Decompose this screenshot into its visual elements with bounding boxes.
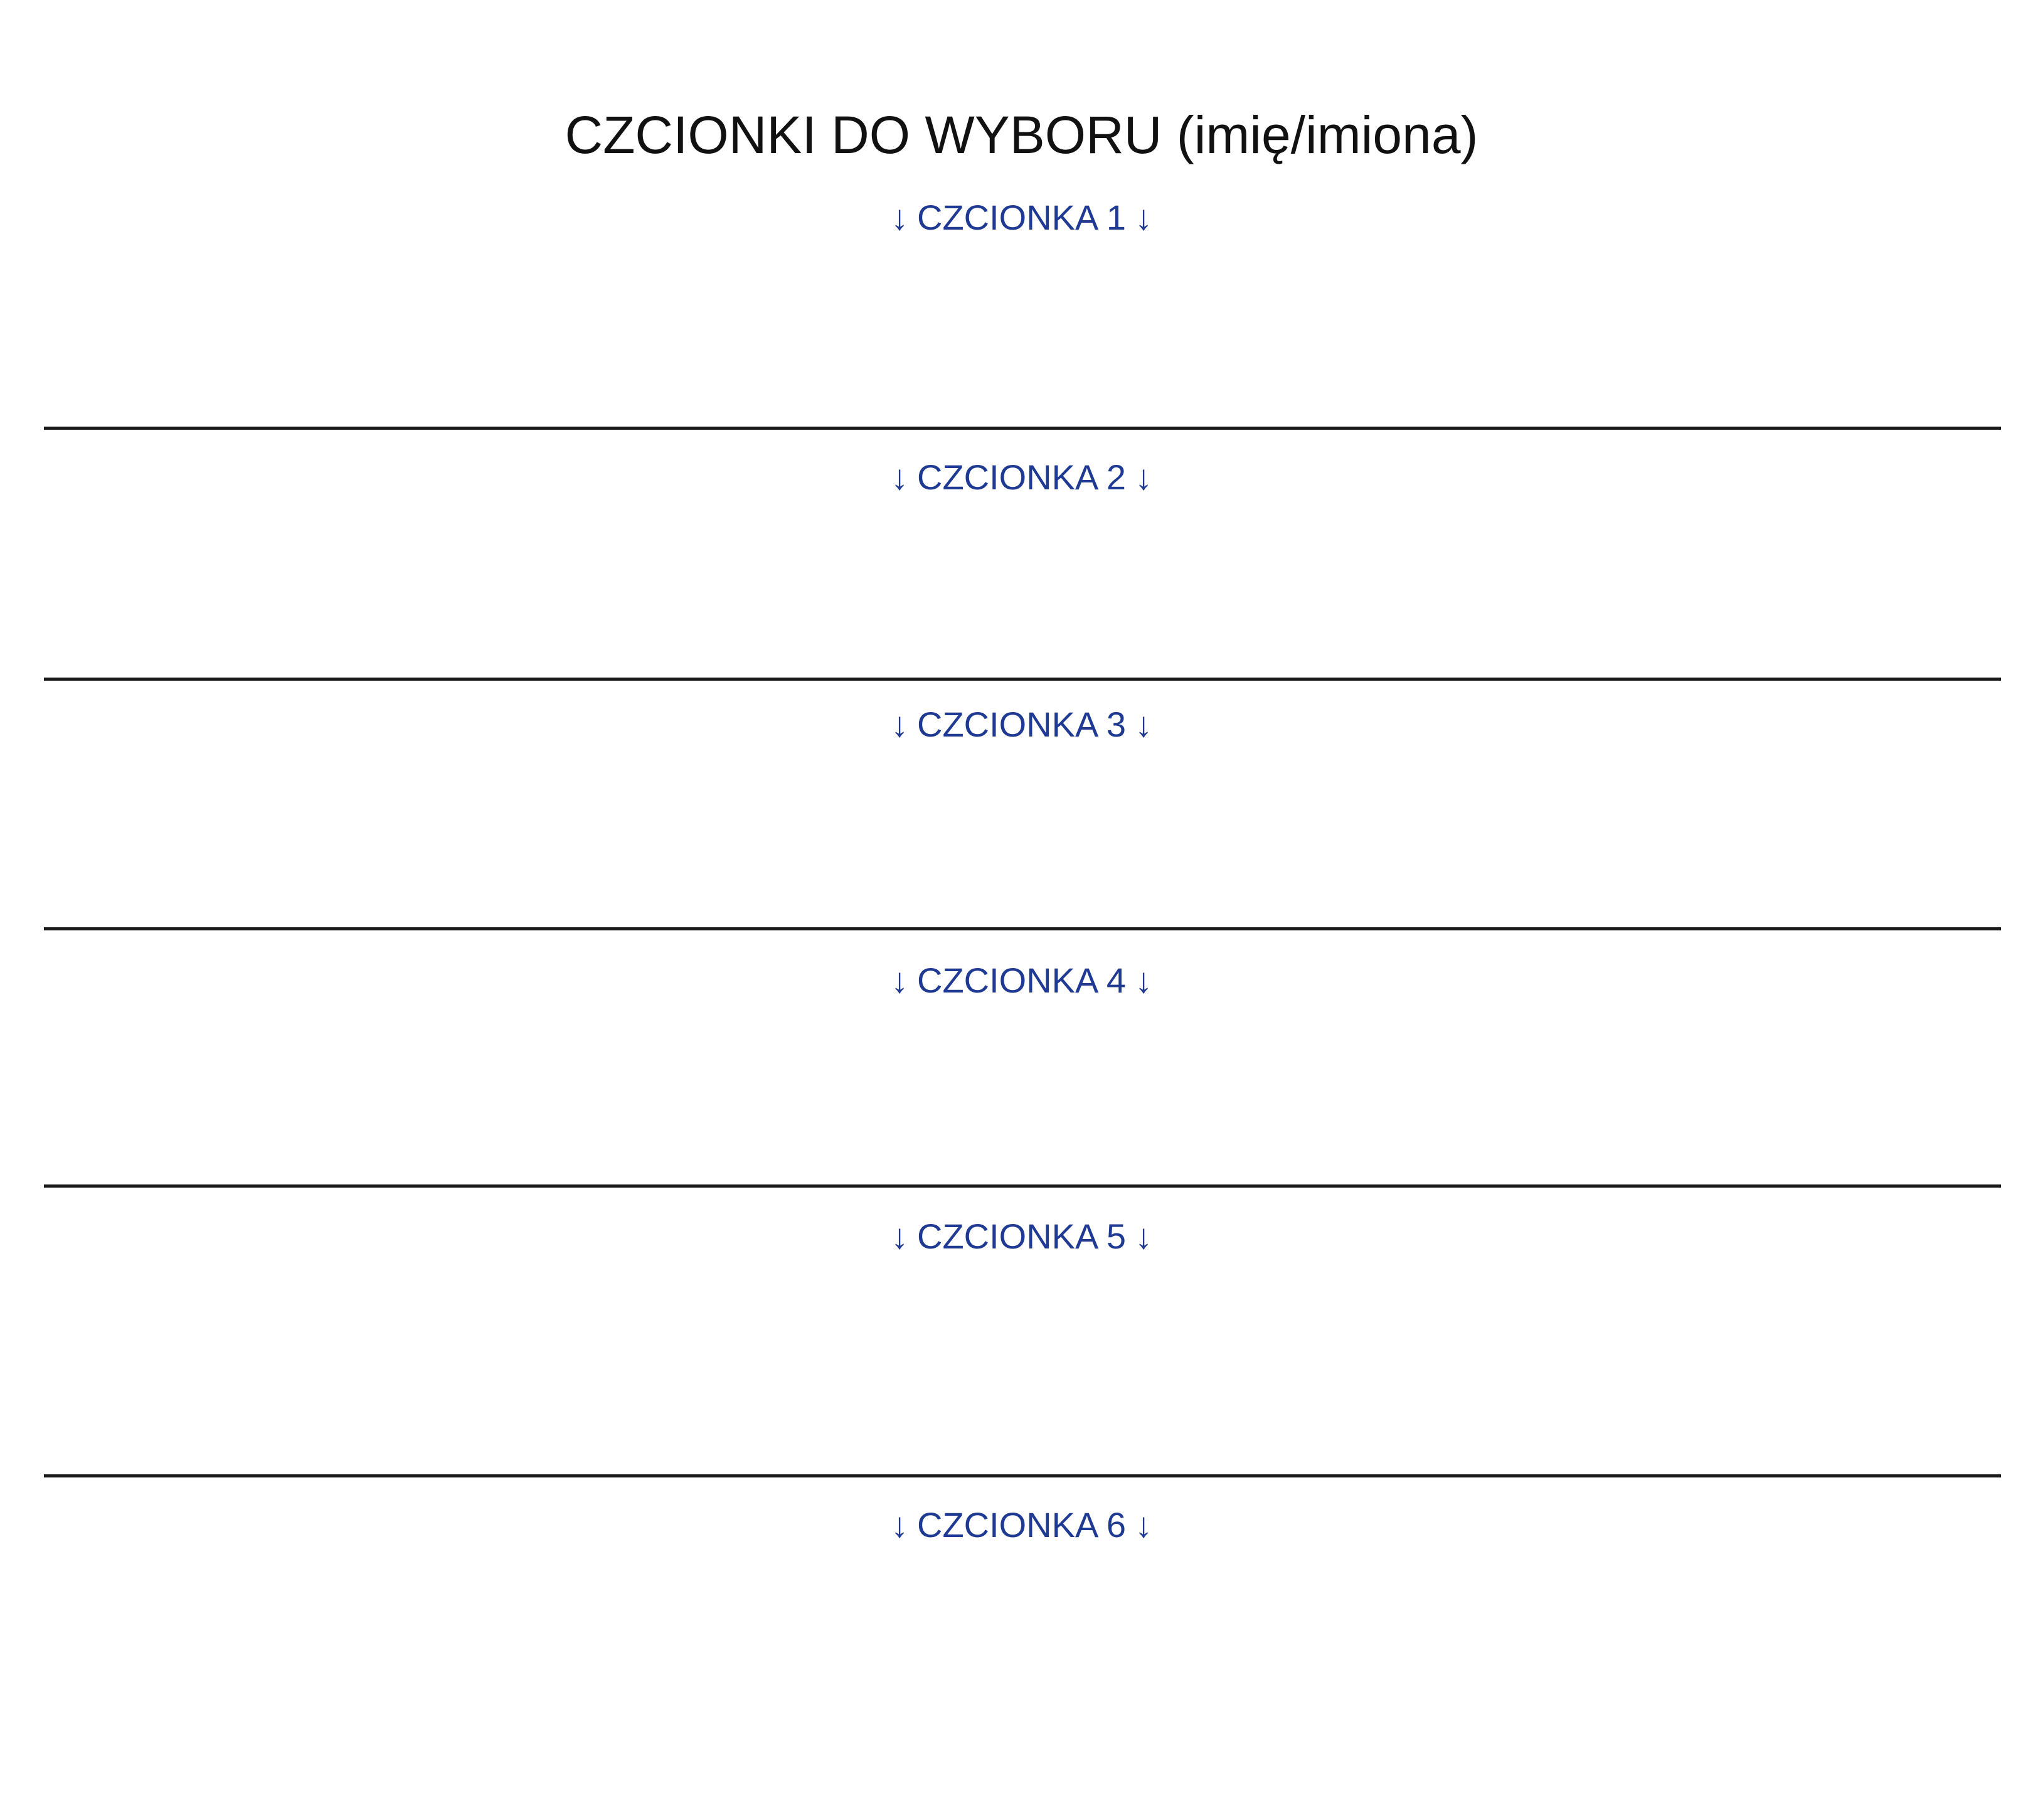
name-sample [978,1092,985,1167]
name-sample [1007,1016,1022,1092]
arrow-down-icon: ↓ [1134,457,1152,497]
names-row-6-1 [0,1556,2043,1631]
name-sample [1011,1368,1032,1455]
arrow-down-icon: ↓ [891,457,909,497]
arrow-down-icon: ↓ [1134,705,1152,744]
name-sample [951,585,967,657]
name-sample [994,833,1000,908]
name-sample [994,1016,1007,1092]
name-sample [955,1092,965,1167]
font-label-text: CZCIONKA 2 [917,457,1126,497]
name-sample [1011,1368,1032,1455]
name-sample [1011,1368,1032,1455]
name-sample [987,508,1003,580]
name-sample [1049,833,1055,908]
name-sample [950,508,965,580]
name-sample [1011,1270,1032,1358]
arrow-down-icon: ↓ [891,198,909,237]
name-sample [1056,508,1072,580]
name-sample [1011,1368,1032,1455]
name-sample [998,1092,1008,1167]
name-sample [1022,1016,1037,1092]
arrow-down-icon: ↓ [891,1505,909,1545]
name-sample [1089,585,1105,657]
font-label-1 [0,196,2043,240]
section-divider [44,678,2001,681]
name-sample [965,508,987,580]
name-sample [1022,757,1029,832]
name-sample [1017,585,1032,657]
name-sample [1018,1092,1031,1167]
name-sample [1011,1368,1032,1455]
name-sample [999,757,1008,832]
names-row-6-2 [0,1637,2043,1713]
font-label-3 [0,703,2043,747]
name-sample [1011,1368,1032,1455]
names-row-5-1 [0,1270,2043,1358]
name-sample [1011,1270,1032,1358]
name-sample [1052,757,1058,832]
font-label-4 [0,959,2043,1003]
name-sample [1082,1016,1095,1092]
name-sample [931,508,950,580]
name-sample [1020,833,1026,908]
section-divider [44,927,2001,930]
name-sample [1011,1270,1032,1358]
name-sample [1011,1368,1032,1455]
name-sample [1081,508,1097,580]
name-sample [1011,1270,1032,1358]
page-title: CZCIONKI DO WYBORU (imię/imiona) [565,105,1478,164]
font-label-text: CZCIONKA 3 [917,705,1126,744]
arrow-down-icon: ↓ [1134,198,1152,237]
name-sample [1032,833,1037,908]
name-sample [1011,1270,1032,1358]
name-sample [1014,757,1022,832]
section-divider [44,1474,2001,1477]
name-sample [1011,1368,1032,1455]
name-sample [976,585,992,657]
name-sample [1046,757,1052,832]
name-sample [967,585,976,657]
name-sample [1011,1368,1032,1455]
name-sample [1011,1270,1032,1358]
arrow-down-icon: ↓ [891,961,909,1000]
names-row-2-1 [0,508,2043,580]
font-label-5 [0,1215,2043,1259]
names-row-3-1 [0,757,2043,832]
font-label-text: CZCIONKA 6 [917,1505,1126,1545]
font-label-text: CZCIONKA 1 [917,198,1126,237]
name-sample [1011,1368,1032,1455]
name-sample [1011,1270,1032,1358]
name-sample [1049,1016,1062,1092]
font-label-2 [0,455,2043,499]
name-sample [1011,1270,1032,1358]
name-sample [1031,1092,1043,1167]
name-sample [965,1092,978,1167]
section-divider [44,1184,2001,1188]
name-sample [1036,757,1042,832]
name-sample [1011,1368,1032,1455]
name-sample [1043,1092,1053,1167]
name-sample [985,1092,998,1167]
name-sample [1097,508,1113,580]
name-sample [992,585,1004,657]
names-row-1-1 [0,246,2043,321]
font-label-6 [0,1503,2043,1547]
name-sample [1037,1016,1049,1092]
names-row-4-2 [0,1092,2043,1167]
names-row-2-2 [0,585,2043,657]
name-sample [1022,508,1041,580]
font-label-text: CZCIONKA 4 [917,961,1126,1000]
arrow-down-icon: ↓ [1134,1216,1152,1256]
arrow-down-icon: ↓ [891,705,909,744]
name-sample [1069,1016,1082,1092]
arrow-down-icon: ↓ [891,1216,909,1256]
name-sample [938,585,951,657]
name-sample [977,1016,994,1092]
name-sample [1076,1092,1088,1167]
name-sample [1032,585,1048,657]
name-sample [1008,1092,1018,1167]
name-sample [989,833,994,908]
name-sample [1070,585,1089,657]
name-sample [1041,508,1056,580]
name-sample [949,1016,964,1092]
name-sample [1041,833,1049,908]
arrow-down-icon: ↓ [1134,961,1152,1000]
name-sample [1062,1016,1069,1092]
name-sample [964,1016,977,1092]
name-sample [1061,1092,1076,1167]
name-sample [1011,1270,1032,1358]
name-sample [1004,833,1010,908]
name-sample [1048,585,1061,657]
name-sample [1003,508,1022,580]
names-row-5-2 [0,1368,2043,1455]
name-sample [1004,585,1017,657]
name-sample [1053,1092,1061,1167]
section-divider [44,427,2001,430]
name-sample [1011,1368,1032,1455]
name-sample [993,757,999,832]
name-sample [1026,833,1032,908]
font-label-text: CZCIONKA 5 [917,1216,1126,1256]
arrow-down-icon: ↓ [1134,1505,1152,1545]
name-sample [1029,757,1036,832]
name-sample [1015,833,1020,908]
name-sample [985,757,993,832]
name-sample [1010,833,1015,908]
names-row-1-2 [0,324,2043,399]
names-row-3-2 [0,833,2043,908]
name-sample [1008,757,1014,832]
name-sample [1072,508,1081,580]
name-sample [1011,1270,1032,1358]
names-row-4-1 [0,1016,2043,1092]
name-sample [1011,1270,1032,1358]
name-sample [1061,585,1070,657]
